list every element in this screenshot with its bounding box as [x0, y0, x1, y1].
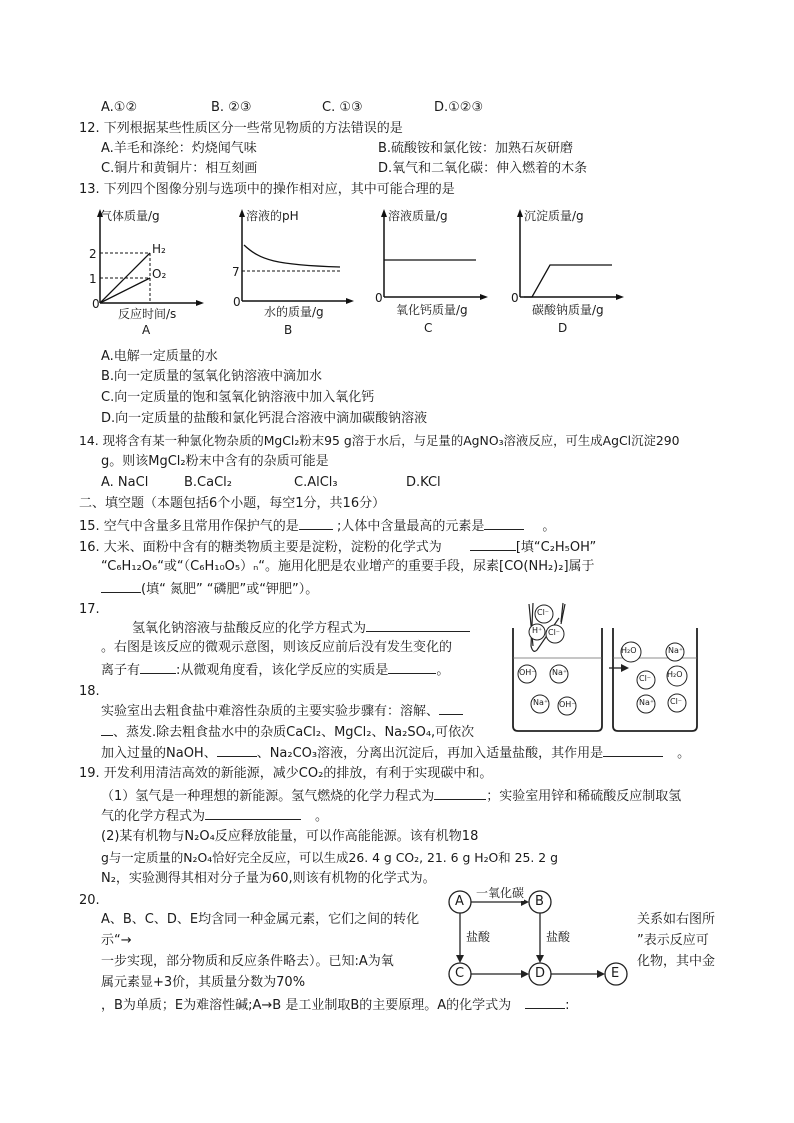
q20-blank-1[interactable]	[525, 995, 565, 1009]
q18-number: 18.	[79, 684, 100, 699]
q18-line-2	[101, 722, 474, 742]
graph-c-letter: C	[424, 321, 433, 335]
node-b: B	[535, 894, 544, 909]
q18-blank-1-cont[interactable]	[101, 722, 113, 736]
ion-oh-1: OH⁻	[519, 668, 536, 677]
q20-line-4: 属元素显+3价，其质量分数为70%	[101, 975, 306, 990]
graph-d-ylabel: 沉淀质量/g	[524, 209, 584, 223]
ion-h-1: H⁺	[532, 626, 543, 635]
q19-blank-1[interactable]	[434, 786, 486, 800]
q13-option-a: A.电解一定质量的水	[101, 349, 218, 364]
q14-option-c: C.AlCl₃	[294, 475, 338, 490]
graph-d-xlabel: 碳酸钠质量/g	[532, 303, 604, 317]
q19-blank-2[interactable]	[205, 806, 301, 820]
q17-blank-1[interactable]	[366, 618, 470, 632]
q17-text-d: :从微观角度看，该化学反应的实质是	[176, 663, 389, 678]
ion-cl-4: Cl⁻	[670, 697, 683, 706]
q18-line-1	[101, 701, 463, 721]
graph-c-origin: 0	[375, 291, 383, 305]
q12-option-d: D.氧气和二氧化碳：伸入燃着的木条	[378, 161, 588, 176]
q17-line-2: 。右图是该反应的微观示意图，则该反应前后没有发生变化的	[101, 640, 453, 655]
q20-number: 20.	[79, 893, 100, 908]
q20-line-5	[101, 995, 570, 1015]
q14-option-d: D.KCl	[406, 475, 441, 490]
q16-line-3	[101, 579, 318, 599]
graph-d-origin: 0	[511, 291, 519, 305]
q18-text-e: 。	[677, 746, 691, 761]
graph-a-letter: A	[142, 323, 151, 337]
ion-na-4: Na⁺	[639, 698, 655, 707]
q14-line-1: 14. 现将含有某一种氯化物杂质的MgCl₂粉末95 g溶于水后，与足量的AgNO₃溶液反应，可生成AgCl沉淀290	[79, 433, 680, 448]
q20-line-1: A、B、C、D、E均含同一种金属元素，它们之间的转化	[101, 912, 420, 927]
q17-text-e: 。	[436, 663, 450, 678]
ion-h2o-1: H₂O	[621, 646, 637, 655]
ion-cl-2: Cl⁻	[548, 628, 561, 637]
neutralization-diagram	[505, 600, 705, 735]
graph-b-xlabel: 水的质量/g	[264, 305, 324, 319]
q17-blank-3[interactable]	[388, 660, 436, 674]
graph-b-ylabel: 溶液的pH	[246, 209, 299, 223]
ion-na-1: Na⁺	[552, 668, 568, 677]
q15-blank-1[interactable]	[299, 516, 333, 530]
q19-p2-line-2: g与一定质量的N₂O₄恰好完全反应，可以生成26. 4 g CO₂, 21. 6 g H₂O和 25. 2 g	[101, 850, 558, 865]
q13-stem: 13. 下列四个图像分别与选项中的操作相对应，其中可能合理的是	[79, 182, 455, 197]
q19-p1-line-2	[101, 806, 328, 826]
q20-line-2-right: ”表示反应可	[637, 933, 709, 948]
q15	[79, 516, 555, 536]
graph-b-letter: B	[284, 323, 293, 337]
ion-oh-2: OH⁻	[559, 700, 576, 709]
q16-blank-2[interactable]	[101, 579, 141, 593]
node-a: A	[455, 894, 464, 909]
node-e: E	[611, 966, 620, 981]
q15-text-c: 。	[542, 519, 556, 534]
q17-number: 17.	[79, 602, 100, 617]
graph-a-series-h2: H₂	[152, 242, 166, 256]
q19-p2-line-1: (2)某有机物与N₂O₄反应释放能量，可以作高能能源。该有机物18	[101, 829, 479, 844]
q12-option-b: B.硫酸铵和氯化铵：加熟石灰研磨	[378, 141, 574, 156]
q18-line-3	[101, 743, 690, 763]
node-d: D	[535, 966, 546, 981]
node-c: C	[455, 966, 465, 981]
graph-d-letter: D	[558, 321, 568, 335]
graph-d	[508, 205, 628, 340]
q20-line-3-right: 化物，其中金	[637, 954, 716, 969]
q11-option-c: C. ①③	[322, 100, 363, 115]
q20-line-1-right: 关系如右图所	[637, 912, 716, 927]
ion-cl-3: Cl⁻	[639, 674, 652, 683]
graph-a-series-o2: O₂	[152, 267, 167, 281]
graph-c-ylabel: 溶液质量/g	[388, 209, 448, 223]
q14-option-b: B.CaCl₂	[184, 475, 232, 490]
q15-text-a: 15. 空气中含量多且常用作保护气的是	[79, 519, 299, 534]
q20-line-2: 示“→	[101, 933, 132, 948]
q20-text-e1: ，B为单质；E为难溶性碱;A→B 是工业制取B的主要原理。A的化学式为	[101, 998, 512, 1013]
graph-a	[88, 205, 208, 340]
q15-blank-2[interactable]	[484, 516, 524, 530]
q18-text-c: 加入过量的NaOH、	[101, 746, 217, 761]
q11-option-d: D.①②③	[434, 100, 484, 115]
edge-label-hcl-2: 盐酸	[546, 930, 571, 944]
q12-option-c: C.铜片和黄铜片：相互刻画	[101, 161, 258, 176]
q16-line-2: “C₆H₁₂O₆“或“（C₆H₁₀O₅）ₙ“。施用化肥是农业增产的重要手段，尿素[CO(NH₂)₂]属于	[101, 559, 595, 574]
section-2-heading: 二、填空题（本题包括6个小题，每空1分，共16分）	[79, 496, 386, 511]
q16-line-1	[79, 537, 596, 557]
q19-stem: 19. 开发利用清洁高效的新能源，减少CO₂的排放，有利于实现碳中和。	[79, 766, 493, 781]
ion-cl-1: Cl⁻	[537, 608, 550, 617]
q19-text-p1d: 。	[315, 809, 329, 824]
graph-a-tick-2: 2	[89, 247, 97, 261]
q18-text-b: 、蒸发.除去粗食盐水中的杂质CaCl₂、MgCl₂、Na₂SO₄,可依次	[113, 725, 475, 740]
q16-text-a: 16. 大米、面粉中含有的糖类物质主要是淀粉，淀粉的化学式为	[79, 540, 442, 555]
q17-line-3	[101, 660, 449, 680]
q18-blank-1[interactable]	[439, 701, 463, 715]
q13-option-c: C.向一定质量的饱和氢氧化钠溶液中加入氧化钙	[101, 390, 375, 405]
q17-blank-2[interactable]	[140, 660, 176, 674]
graph-b	[230, 205, 360, 340]
q20-text-e2: :	[565, 998, 570, 1013]
q12-option-a: A.羊毛和涤纶：灼烧闻气味	[101, 141, 257, 156]
q16-text-b: [填“C₂H₅OH”	[515, 540, 597, 555]
q17-text-c: 离子有	[101, 663, 141, 678]
graph-a-origin: 0	[92, 297, 100, 311]
q18-text-a: 实验室出去粗食盐中难溶性杂质的主要实验步骤有：溶解、	[101, 704, 440, 719]
edge-label-hcl-1: 盐酸	[466, 930, 491, 944]
q19-p2-line-3: N₂，实验测得其相对分子量为60,则该有机物的化学式为。	[101, 871, 436, 886]
ion-na-3: Na⁺	[668, 646, 684, 655]
q13-option-b: B.向一定质量的氢氧化钠溶液中滴加水	[101, 369, 323, 384]
graph-c-xlabel: 氧化钙质量/g	[396, 303, 468, 317]
graph-b-origin: 0	[233, 295, 241, 309]
q11-option-a: A.①②	[101, 100, 138, 115]
q14-option-a: A. NaCl	[101, 475, 149, 490]
graph-a-ylabel: 气体质量/g	[100, 209, 160, 223]
graph-b-tick-7: 7	[232, 265, 240, 279]
q16-text-d: (填“ 氮肥” “磷肥”或“钾肥”）。	[141, 582, 319, 597]
ion-h2o-2: H₂O	[667, 670, 683, 679]
q19-text-p1c: 气的化学方程式为	[101, 809, 206, 824]
conversion-diagram	[440, 882, 635, 994]
graph-a-tick-1: 1	[89, 272, 97, 286]
q13-option-d: D.向一定质量的盐酸和氯化钙混合溶液中滴加碳酸钠溶液	[101, 411, 428, 426]
edge-label-co: 一氧化碳	[476, 886, 525, 900]
q12-stem: 12. 下列根据某些性质区分一些常见物质的方法错误的是	[79, 121, 403, 136]
q18-text-d: 、Na₂CO₃溶液，分离出沉淀后，再加入适量盐酸，其作用是	[256, 746, 604, 761]
q11-option-b: B. ②③	[211, 100, 252, 115]
q15-text-b: ;人体中含量最高的元素是	[332, 519, 485, 534]
graph-c	[372, 205, 492, 340]
graph-a-xlabel: 反应时间/s	[118, 307, 177, 321]
q20-line-3: 一步实现，部分物质和反应条件略去）。已知:A为氧	[101, 954, 394, 969]
q18-blank-2[interactable]	[217, 743, 257, 757]
q19-text-p1b: ；实验室用锌和稀硫酸反应制取氢	[486, 789, 682, 804]
q18-blank-3[interactable]	[603, 743, 663, 757]
q19-text-p1a: （1）氢气是一种理想的新能源。氢气燃烧的化学力程式为	[101, 789, 435, 804]
q17-line-1	[132, 618, 470, 638]
q14-line-2: g。则该MgCl₂粉末中含有的杂质可能是	[101, 454, 329, 469]
q19-p1-line-1	[101, 786, 681, 806]
q16-blank-1[interactable]	[470, 537, 516, 551]
ion-na-2: Na⁺	[533, 698, 549, 707]
q17-text-a: 氢氧化钠溶液与盐酸反应的化学方程式为	[132, 621, 367, 636]
